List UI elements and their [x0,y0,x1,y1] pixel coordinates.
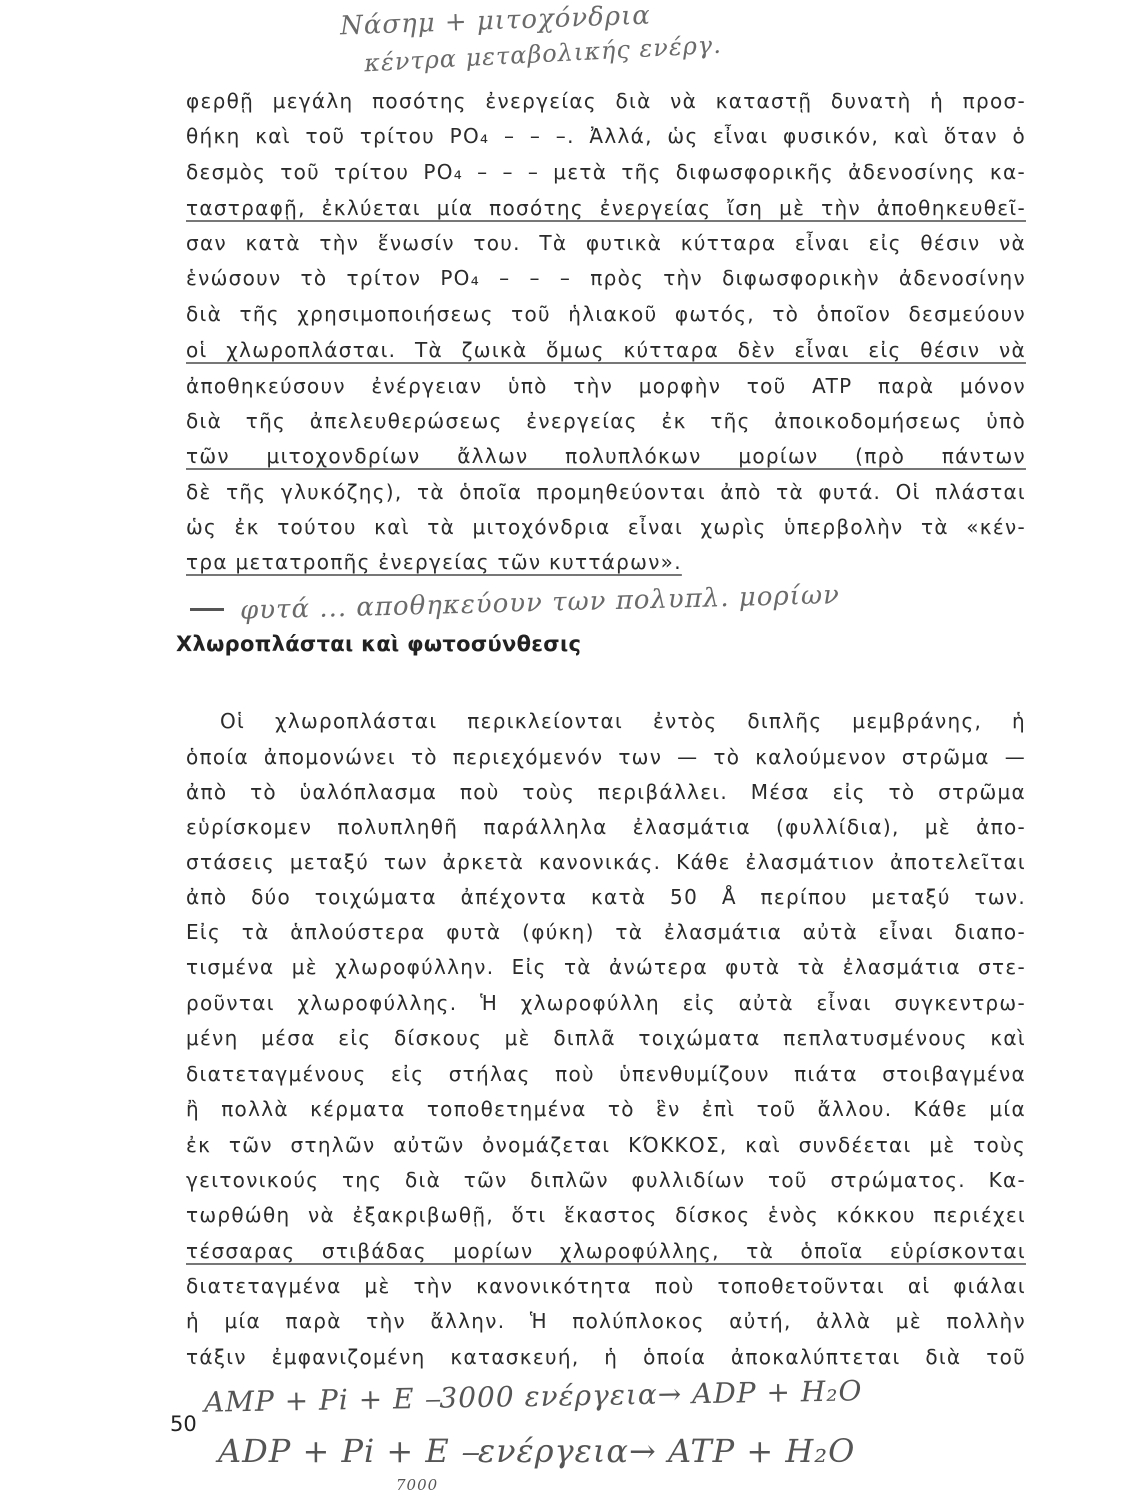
text-line: διατεταγμένους εἰς στήλας ποὺ ὑπενθυμίζουν πιάτα στοιβαγμένα [186,1062,1026,1086]
text-line: Εἰς τὰ ἁπλούστερα φυτὰ (φύκη) τὰ ἐλασμάτια αὐτὰ εἶναι διαπο- [186,920,1026,944]
text-line: Οἱ χλωροπλάσται περικλείονται ἐντὸς διπλῆς μεμβράνης, ἡ [220,709,1026,733]
text-line: στάσεις μεταξύ των ἀρκετὰ κανονικάς. Κάθε ἐλασμάτιον ἀποτελεῖται [186,850,1026,874]
handwritten-equation-2: ADP + Pi + E ⎯ενέργεια→ ATP + H₂O [218,1432,856,1470]
text-line: τωρθώθη νὰ ἐξακριβωθῇ, ὅτι ἕκαστος δίσκος ἑνὸς κόκκου περιέχει [186,1203,1026,1227]
text-line: διὰ τῆς ἀπελευθερώσεως ἐνεργείας ἐκ τῆς ἀποικοδομήσεως ὑπὸ [186,409,1026,433]
text-line: τῶν μιτοχονδρίων ἄλλων πολυπλόκων μορίων (πρὸ πάντων [186,444,1026,468]
text-line: τρα μετατροπῆς ἐνεργείας τῶν κυττάρων». [186,550,682,574]
text-line: ἐκ τῶν στηλῶν αὐτῶν ὀνομάζεται ΚΌΚΚΟΣ, καὶ συνδέεται μὲ τοὺς [186,1133,1026,1157]
text-line: ἀποθηκεύσουν ἐνέργειαν ὑπὸ τὴν μορφὴν τοῦ ATP παρὰ μόνον [186,374,1026,398]
handwritten-note-mid: φυτά ... αποθηκεύουν των πολυπλ. μορίων [239,580,841,626]
section-heading: Χλωροπλάσται καὶ φωτοσύνθεσις [176,632,582,656]
handwritten-equation-1: AMP + Pi + E ⎯3000 ενέργεια→ ADP + H₂O [203,1374,863,1419]
handwritten-equation-2-subscript: 7000 [396,1476,439,1494]
text-line: διατεταγμένα μὲ τὴν κανονικότητα ποὺ τοποθετοῦνται αἱ φιάλαι [186,1274,1026,1298]
page-number: 50 [170,1412,197,1436]
handwritten-dash [190,608,224,611]
text-line: ταστραφῇ, ἐκλύεται μία ποσότης ἐνεργείας ἴση μὲ τὴν ἀποθηκευθεῖ- [186,196,1026,220]
text-line: δὲ τῆς γλυκόζης), τὰ ὁποῖα προμηθεύονται ἀπὸ τὰ φυτά. Οἱ πλάσται [186,480,1026,504]
text-line: ἀπὸ τὸ ὑαλόπλασμα ποὺ τοὺς περιβάλλει. Μέσα εἰς τὸ στρῶμα [186,780,1026,804]
text-line: ἢ πολλὰ κέρματα τοποθετημένα τὸ ἓν ἐπὶ τοῦ ἄλλου. Κάθε μία [186,1097,1026,1121]
text-line: φερθῇ μεγάλη ποσότης ἐνεργείας διὰ νὰ καταστῇ δυνατὴ ἡ προσ- [186,89,1026,113]
text-line: τάξιν ἐμφανιζομένη κατασκευή, ἡ ὁποία ἀποκαλύπτεται διὰ τοῦ [186,1345,1026,1369]
handwritten-note-top-2: κέντρα μεταβολικής ενέργ. [363,30,723,78]
text-line: τέσσαρας στιβάδας μορίων χλωροφύλλης, τὰ ὁποῖα εὑρίσκονται [186,1239,1026,1263]
handwritten-note-top-1: Νάσημ + μιτοχόνδρια [339,0,652,42]
text-line: σαν κατὰ τὴν ἕνωσίν του. Τὰ φυτικὰ κύτταρα εἶναι εἰς θέσιν νὰ [186,231,1026,255]
text-line: ὁποία ἀπομονώνει τὸ περιεχόμενόν των — τὸ καλούμενον στρῶμα — [186,745,1026,769]
text-line: ἑνώσουν τὸ τρίτον PO₄ – – – πρὸς τὴν διφωσφορικὴν ἀδενοσίνην [186,266,1026,290]
text-line: διὰ τῆς χρησιμοποιήσεως τοῦ ἡλιακοῦ φωτός, τὸ ὁποῖον δεσμεύουν [186,302,1026,326]
text-line: δεσμὸς τοῦ τρίτου PO₄ – – – μετὰ τῆς διφωσφορικῆς ἀδενοσίνης κα- [186,160,1026,184]
text-line: μένη μέσα εἰς δίσκους μὲ διπλᾶ τοιχώματα πεπλατυσμένους καὶ [186,1026,1026,1050]
text-line: γειτονικούς της διὰ τῶν διπλῶν φυλλιδίων τοῦ στρώματος. Κα- [186,1168,1026,1192]
text-line: οἱ χλωροπλάσται. Τὰ ζωικὰ ὅμως κύτταρα δὲν εἶναι εἰς θέσιν νὰ [186,338,1026,362]
text-line: ἡ μία παρὰ τὴν ἄλλην. Ἡ πολύπλοκος αὐτή, ἀλλὰ μὲ πολλὴν [186,1309,1026,1333]
text-line: τισμένα μὲ χλωροφύλλην. Εἰς τὰ ἀνώτερα φυτὰ τὰ ἐλασμάτια στε- [186,955,1026,979]
text-line: ἀπὸ δύο τοιχώματα ἀπέχοντα κατὰ 50 Å περίπου μεταξύ των. [186,885,1026,909]
text-line: εὑρίσκομεν πολυπληθῆ παράλληλα ἐλασμάτια (φυλλίδια), μὲ ἀπο- [186,815,1026,839]
text-line: ροῦνται χλωροφύλλης. Ἡ χλωροφύλλη εἰς αὐτὰ εἶναι συγκεντρω- [186,991,1026,1015]
text-line: θήκη καὶ τοῦ τρίτου PO₄ – – –. Ἀλλά, ὡς εἶναι φυσικόν, καὶ ὅταν ὁ [186,124,1026,148]
text-line: ὡς ἐκ τούτου καὶ τὰ μιτοχόνδρια εἶναι χωρὶς ὑπερβολὴν τὰ «κέν- [186,515,1026,539]
